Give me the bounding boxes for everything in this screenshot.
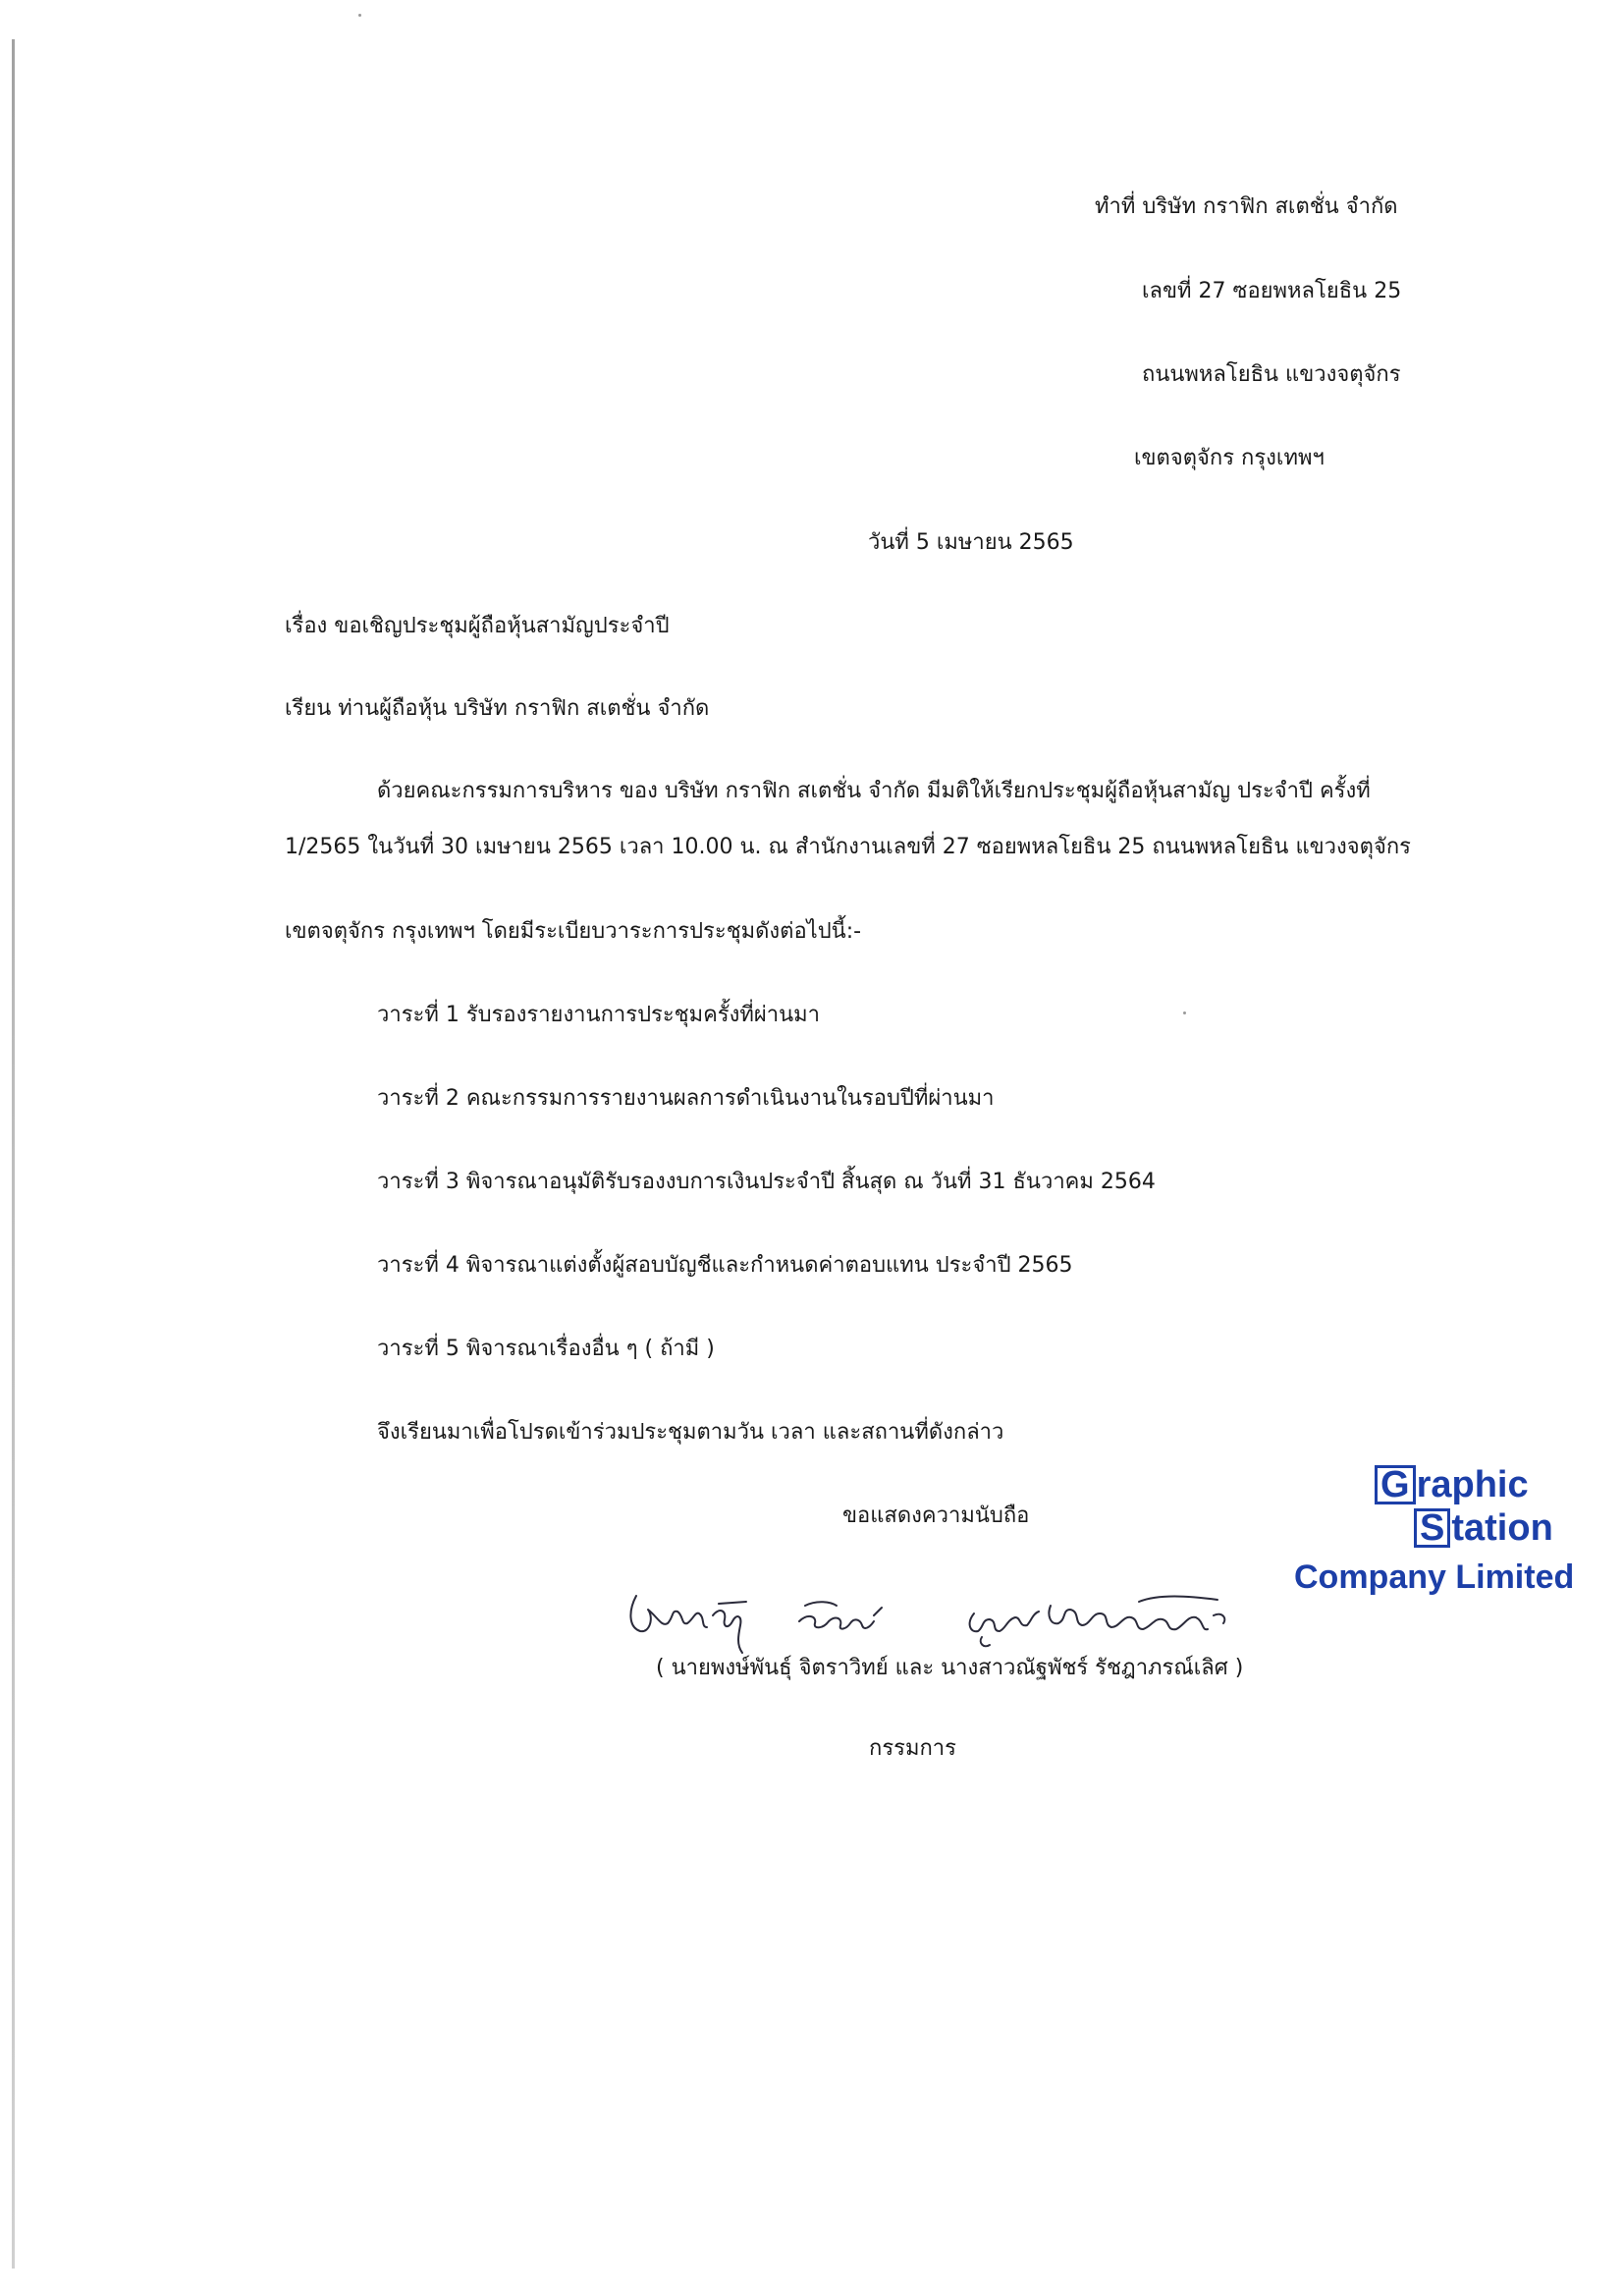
signatory-names: ( นายพงษ์พันธุ์ จิตราวิทย์ และ นางสาวณัฐพัชร์ รัชฎาภรณ์เลิศ ) (656, 1656, 1244, 1680)
agenda-item-5: วาระที่ 5 พิจารณาเรื่องอื่น ๆ ( ถ้ามี ) (377, 1337, 715, 1361)
handwritten-signature-icon (589, 1566, 1276, 1655)
agenda-item-2: วาระที่ 2 คณะกรรมการรายงานผลการดำเนินงานในรอบปีที่ผ่านมา (377, 1086, 995, 1111)
address-line-2: เลขที่ 27 ซอยพหลโยธิน 25 (1142, 279, 1402, 303)
agenda-item-1: วาระที่ 1 รับรองรายงานการประชุมครั้งที่ผ่านมา (377, 1003, 821, 1027)
agenda-item-3: วาระที่ 3 พิจารณาอนุมัติรับรองงบการเงินประจำปี สิ้นสุด ณ วันที่ 31 ธันวาคม 2564 (377, 1170, 1156, 1194)
scan-speck (1183, 1011, 1186, 1014)
body-line-2: 1/2565 ในวันที่ 30 เมษายน 2565 เวลา 10.00 น. ณ สำนักงานเลขที่ 27 ซอยพหลโยธิน 25 ถนนพหลโยธิน แขวงจตุจักร (285, 835, 1411, 859)
regards-line: ขอแสดงความนับถือ (842, 1503, 1030, 1528)
logo-line-station (1414, 1508, 1553, 1548)
logo-text-raphic: raphic (1416, 1464, 1529, 1505)
logo-line-company-limited: Company Limited (1294, 1558, 1575, 1596)
company-logo (1294, 1465, 1618, 1613)
body-line-3: เขตจตุจักร กรุงเทพฯ โดยมีระเบียบวาระการประชุมดังต่อไปนี้:- (285, 919, 862, 944)
body-line-1: ด้วยคณะกรรมการบริหาร ของ บริษัท กราฟิก สเตชั่น จำกัด มีมติให้เรียกประชุมผู้ถือหุ้นสามัญ ประจำปี ครั้งที่ (377, 779, 1371, 803)
logo-boxed-letter-s: S (1414, 1508, 1450, 1548)
logo-boxed-letter-g: G (1375, 1465, 1416, 1504)
address-line-3: ถนนพหลโยธิน แขวงจตุจักร (1142, 362, 1401, 387)
recipient-line: เรียน ท่านผู้ถือหุ้น บริษัท กราฟิก สเตชั่น จำกัด (285, 696, 710, 721)
agenda-item-4: วาระที่ 4 พิจารณาแต่งตั้งผู้สอบบัญชีและกำหนดค่าตอบแทน ประจำปี 2565 (377, 1253, 1073, 1278)
logo-line-graphic (1375, 1465, 1529, 1504)
scan-speck (358, 14, 361, 17)
address-line-4: เขตจตุจักร กรุงเทพฯ (1134, 446, 1325, 470)
address-line-1: ทำที่ บริษัท กราฟิก สเตชั่น จำกัด (1095, 194, 1398, 219)
signatory-position: กรรมการ (869, 1736, 956, 1761)
logo-text-tation: tation (1451, 1507, 1553, 1549)
subject-line: เรื่อง ขอเชิญประชุมผู้ถือหุ้นสามัญประจำปี (285, 614, 670, 638)
scan-edge-line (12, 39, 15, 2269)
closing-sentence: จึงเรียนมาเพื่อโปรดเข้าร่วมประชุมตามวัน เวลา และสถานที่ดังกล่าว (377, 1420, 1004, 1445)
document-date: วันที่ 5 เมษายน 2565 (868, 530, 1074, 555)
